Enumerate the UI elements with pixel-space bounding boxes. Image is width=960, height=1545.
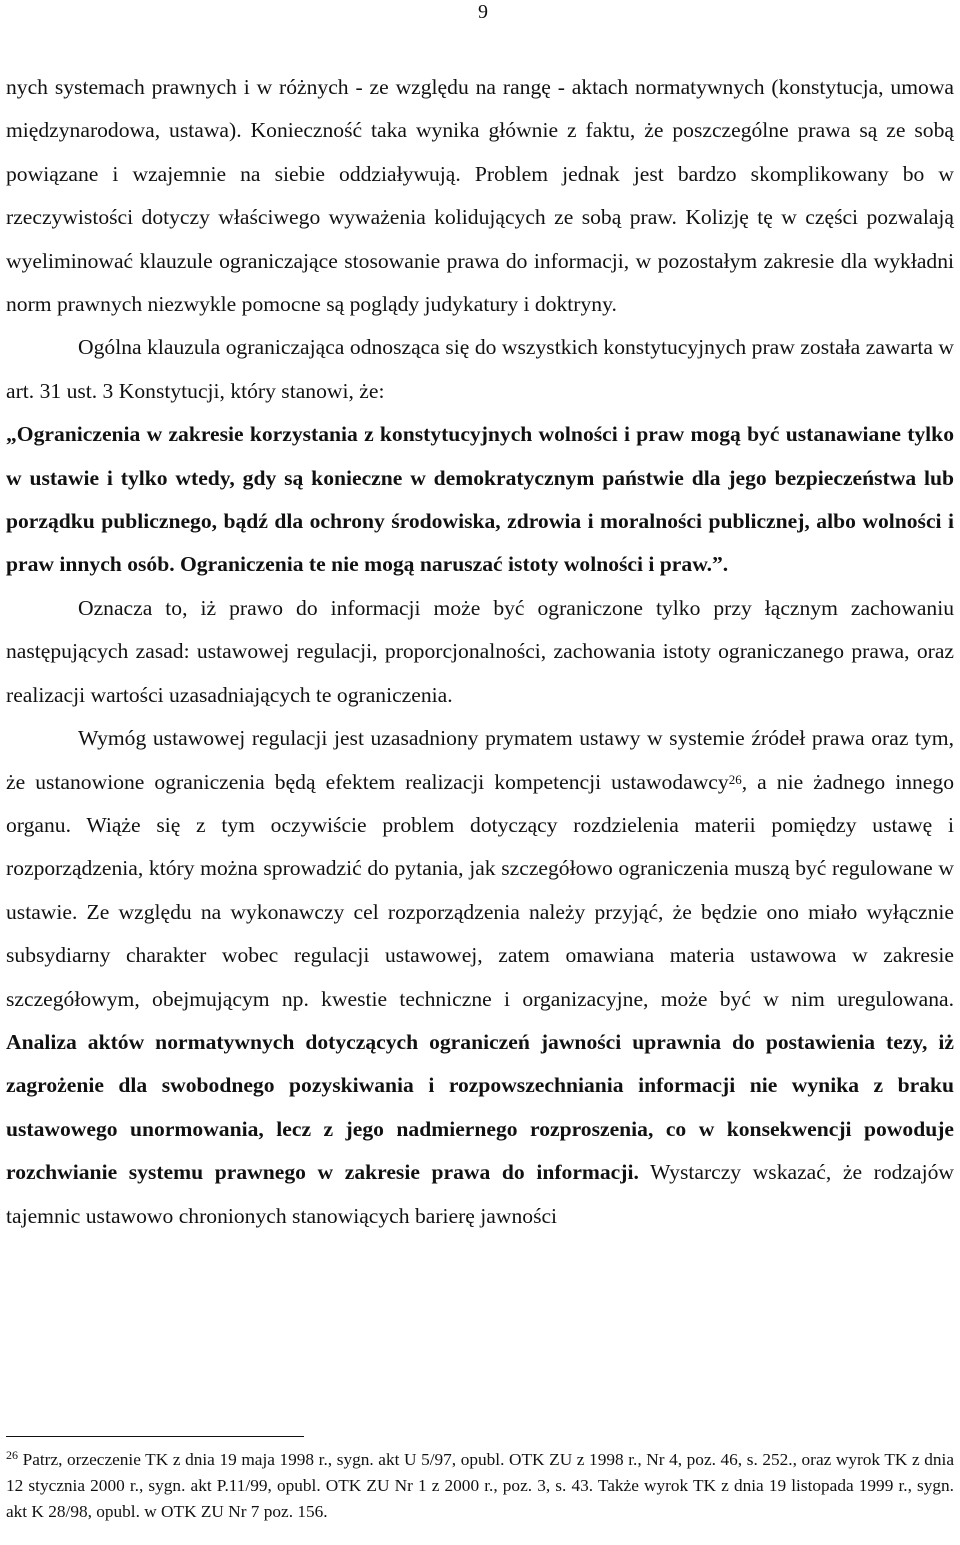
footnote-text: Patrz, orzeczenie TK z dnia 19 maja 1998 r., sygn. akt U 5/97, opubl. OTK ZU z 1998 r., Nr 4, poz. 46, s. 252., oraz wyrok TK z dnia 12 stycznia 2000 r., sygn. akt P.11/99, opubl. OTK ZU Nr 1 z 2000 r., poz. 3, s. 43. Także wyrok TK z dnia 19 listopada 1999 r., sygn. akt K 28/98, opubl. w OTK ZU Nr 7 poz. 156. [6,1450,954,1521]
footnote-item [6,1447,954,1525]
page-number: 9 [478,1,488,23]
footnote-number: 26 [6,1448,18,1462]
paragraph-text: Oznacza to, iż prawo do informacji może być ograniczone tylko przy łącznym zachowaniu następujących zasad: ustawowej regulacji, proporcjonalności, zachowania istoty ograniczanego prawa, oraz realizacji wartości uzasadniających te ograniczenia. [6,595,954,707]
paragraph-continued [6,66,954,326]
paragraph-text: Wymóg ustawowej regulacji jest uzasadniony prymatem ustawy w systemie źródeł prawa oraz tym, że ustanowione ograniczenia będą efektem realizacji kompetencji ustawodawcy [6,726,954,794]
paragraph-text: Wystarczy wskazać, że rodzajów tajemnic ustawowo chronionych stanowiących barierę jawności [6,1160,954,1228]
paragraph-general-clause [6,326,954,413]
footnotes [6,1447,954,1525]
constitution-quote [6,413,954,587]
body-text [6,66,954,1238]
bold-thesis-text: Analiza aktów normatywnych dotyczących ograniczeń jawności uprawnia do postawienia tezy, iż zagrożenie dla swobodnego pozyskiwania i rozpowszechniania informacji nie wynika z braku ustawowego unormowania, lecz z jego nadmiernego rozproszenia, co w konsekwencji powoduje rozchwianie systemu prawnego w zakresie prawa do informacji. [6,1029,954,1185]
paragraph-statutory-regulation [6,717,954,1238]
paragraph-text: Ogólna klauzula ograniczająca odnosząca się do wszystkich konstytucyjnych praw została zawarta w art. 31 ust. 3 Konstytucji, który stanowi, że: [6,335,954,403]
quote-text: „Ograniczenia w zakresie korzystania z konstytucyjnych wolności i praw mogą być ustanawiane tylko w ustawie i tylko wtedy, gdy są konieczne w demokratycznym państwie dla jego bezpieczeństwa lub porządku publicznego, bądź dla ochrony środowiska, zdrowia i moralności publicznej, albo wolności i praw innych osób. Ograniczenia te nie mogą naruszać istoty wolności i praw.”. [6,422,954,577]
footnote-divider [6,1436,304,1437]
paragraph-text: nych systemach prawnych i w różnych - ze względu na rangę - aktach normatywnych (konstytucja, umowa międzynarodowa, ustawa). Konieczność taka wynika głównie z faktu, że poszczególne prawa są ze sobą powiązane i wzajemnie na siebie oddziaływują. Problem jednak jest bardzo skomplikowany bo w rzeczywistości dotyczy właściwego wyważenia kolidujących ze sobą praw. Kolizję tę w części pozwalają wyeliminować klauzule ograniczające stosowanie prawa do informacji, w pozostałym zakresie dla wykładni norm prawnych niezwykle pomocne są poglądy judykatury i doktryny. [6,75,954,317]
paragraph-text: , a nie żadnego innego organu. Wiąże się z tym oczywiście problem dotyczący rozdzielenia materii pomiędzy ustawę i rozporządzenia, który można sprowadzić do pytania, jak szczegółowo ograniczenia muszą być regulowane w ustawie. Ze względu na wykonawczy cel rozporządzenia należy przyjąć, że będzie ono miało wyłącznie subsydiarny charakter wobec regulacji ustawowej, zatem omawiana materia ustawowa w zakresie szczegółowym, obejmującym np. kwestie techniczne i organizacyjne, może być w nim uregulowana. [6,769,954,1011]
footnote-reference[interactable]: 26 [728,771,742,787]
paragraph-principles [6,587,954,717]
